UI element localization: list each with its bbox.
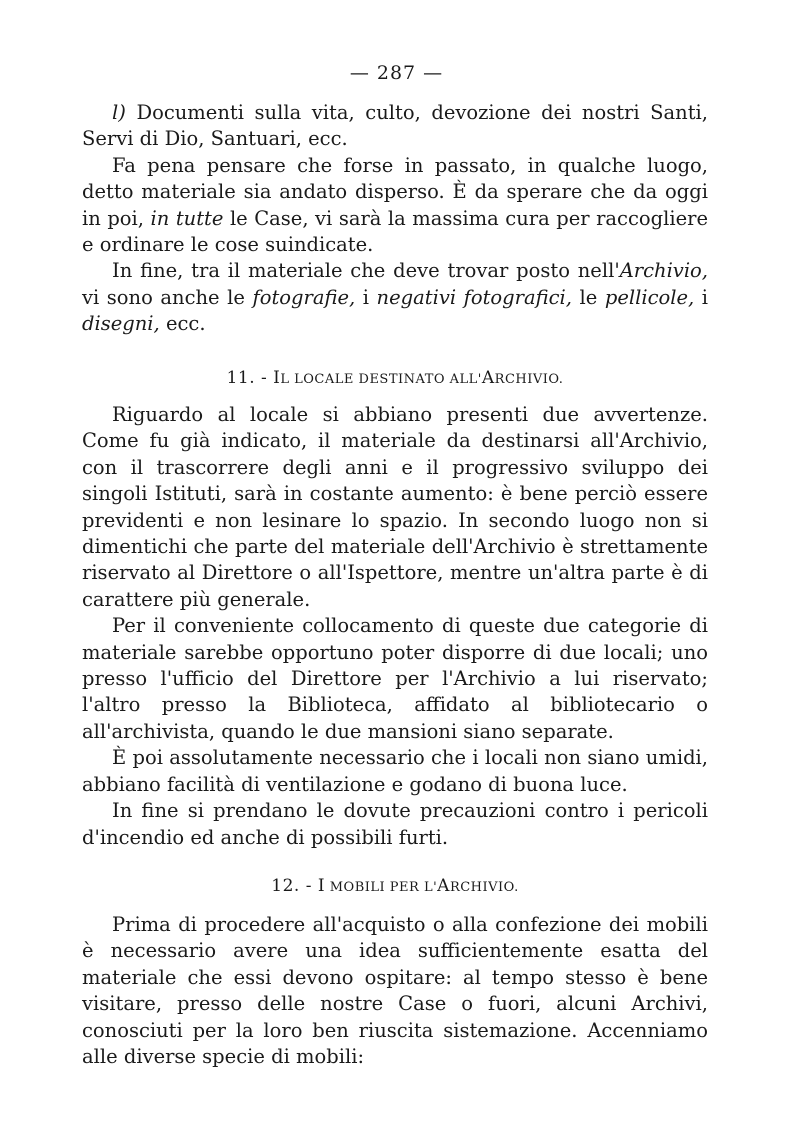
heading-smallcaps: RCHIVIO. (449, 880, 519, 895)
paragraph: Riguardo al locale si abbiano presenti due avvertenze. Come fu già indicato, il materiale da destinarsi all'Archivio, con il trascorrere degli anni e il progressivo sviluppo dei singoli Istituti, sarà in costante aumento: è bene perciò essere previdenti e non lesinare lo spazio. In secondo luogo non si dimentichi che parte del materiale dell'Archivio è strettamente riservato al Direttore o all'Ispettore, mentre un'altra parte è di carattere più generale. (82, 403, 708, 611)
emphasis: in tutte (150, 206, 224, 230)
paragraph: In fine si prendano le dovute precauzioni contro i pericoli d'incendio ed anche di possibili furti. (82, 799, 708, 849)
paragraph: Per il conveniente collocamento di queste due categorie di materiale sarebbe opportuno poter disporre di due locali; uno presso l'ufficio del Direttore per l'Archivio a lui riservato; l'altro presso la Biblioteca, affidato al bibliotecario o all'archivista, quando le due mansioni siano separate. (82, 614, 708, 743)
text-run: ecc. (159, 312, 206, 336)
text-run: In fine, tra il materiale che deve trovar posto nell' (112, 259, 620, 283)
text-run: i (694, 285, 709, 309)
paragraph: Prima di procedere all'acquisto o alla confezione dei mobili è necessario avere una idea sufficientemente esatta del materiale che essi devono ospitare: al tempo stesso è bene visitare, presso delle nostre Case o fuori, alcuni Archivi, conosciuti per la loro ben riuscita sistemazione. Accenniamo alle diverse specie di mobili: (82, 913, 708, 1069)
text-block-section-12 (82, 912, 708, 1070)
emphasis: negativi fotografici, (376, 285, 572, 309)
emphasis: Archivio, (619, 259, 708, 283)
emphasis: pellicole, (604, 285, 695, 309)
text-block-section-11 (82, 402, 708, 851)
section-number: 11. - (226, 368, 274, 388)
text-run: Fa pena pensare che forse in passato, in qualche luogo, detto materiale sia andato disperso. È da sperare che da oggi in poi, (82, 153, 708, 230)
paragraph: È poi assolutamente necessario che i locali non siano umidi, abbiano facilità di ventilazione e godano di buona luce. (82, 746, 708, 796)
page-number: — 287 — (349, 62, 444, 84)
text-run: i (355, 285, 377, 309)
heading-smallcaps: RCHIVIO. (494, 372, 564, 387)
heading-smallcaps: L LOCALE DESTINATO ALL' (280, 372, 482, 387)
section-heading-11 (82, 368, 708, 388)
heading-cap: I (273, 368, 281, 388)
list-label: l) (112, 101, 126, 124)
heading-smallcaps: MOBILI PER L' (325, 880, 438, 895)
heading-cap: I (317, 876, 326, 896)
emphasis: disegni, (82, 312, 160, 336)
text-run: le (571, 285, 605, 309)
paragraph (82, 258, 708, 337)
paragraph (82, 153, 708, 259)
text-run: vi sono anche le (82, 285, 253, 309)
text-block-intro (82, 100, 708, 338)
paragraph-item-l (82, 100, 708, 153)
section-heading-12 (82, 876, 708, 896)
heading-cap: A (437, 876, 450, 896)
text-run: le Case, vi sarà la massima cura per raccogliere e ordinare le cose suindicate. (82, 206, 708, 257)
paragraph-text: Documenti sulla vita, culto, devozione dei nostri Santi, Servi di Dio, Santuari, ecc. (82, 101, 708, 151)
heading-cap: A (481, 368, 495, 388)
section-number: 12. - (271, 876, 318, 896)
emphasis: fotografie, (252, 285, 356, 309)
